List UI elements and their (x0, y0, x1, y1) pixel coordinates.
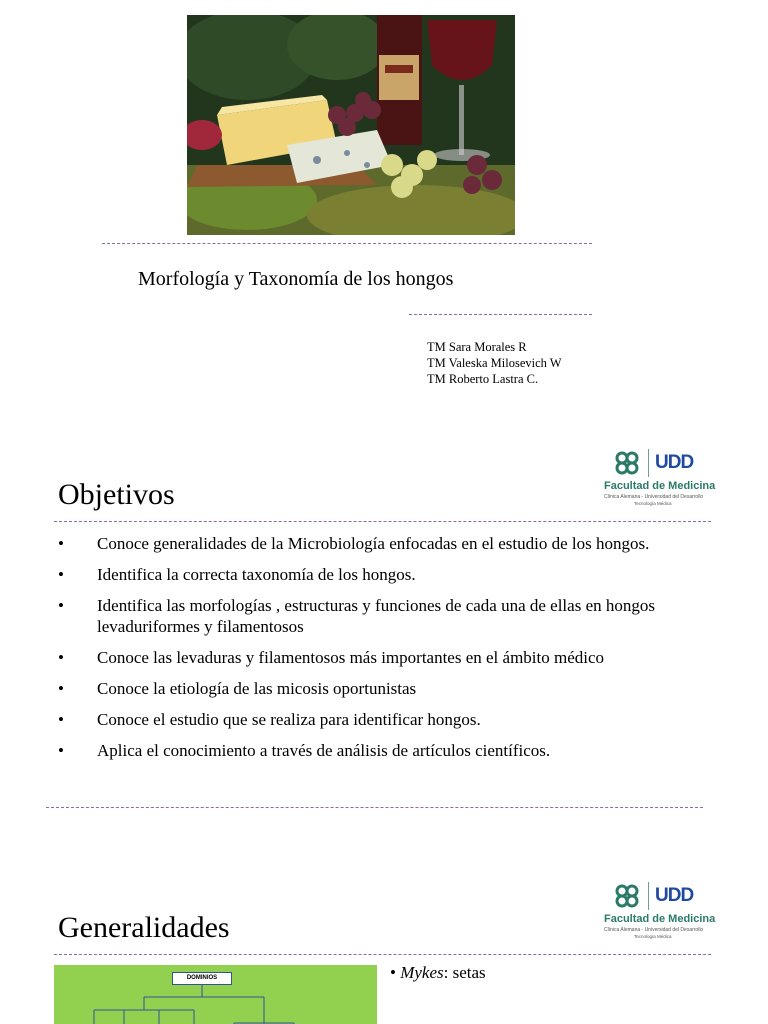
bullet-dot: • (58, 710, 64, 729)
bullet-dot: • (58, 534, 64, 553)
slide-heading: Generalidades (58, 911, 230, 944)
list-item: • Conoce el estudio que se realiza para identificar hongos. (58, 710, 481, 729)
udd-logo (604, 447, 714, 507)
bullet-dot: • (58, 648, 64, 667)
title-divider-bottom (409, 314, 592, 315)
bullet-dot: • (58, 741, 64, 760)
presentation-title: Morfología y Taxonomía de los hongos (138, 268, 454, 290)
list-item: • Conoce las levaduras y filamentosos más importantes en el ámbito médico (58, 648, 605, 667)
bullet-dot: • (58, 565, 64, 584)
author-name: TM Roberto Lastra C. (427, 372, 539, 386)
diagram-connectors (54, 965, 377, 1024)
heading-divider (54, 954, 711, 955)
title-slide (0, 0, 768, 410)
footer-divider (46, 807, 703, 808)
logo-wordmark: UDD (655, 885, 694, 906)
authors-list (427, 339, 562, 387)
logo-subtitle: Clínica Alemana - Universidad del Desarrollo (604, 927, 704, 933)
domains-diagram (54, 965, 377, 1024)
term-mykes: Mykes (400, 963, 444, 982)
objectives-list (58, 533, 678, 771)
logo-subtitle-2: Tecnología Médica (634, 934, 672, 939)
list-item (390, 963, 486, 983)
title-divider-top (102, 243, 592, 244)
list-item: • Identifica la correcta taxonomía de los hongos. (58, 565, 416, 584)
list-item: • Conoce la etiología de las micosis oportunistas (58, 679, 417, 698)
list-item: • Aplica el conocimiento a través de análisis de artículos científicos. (58, 741, 551, 760)
author-name: TM Sara Morales R (427, 340, 527, 354)
diagram-root-node: DOMINIOS (172, 972, 232, 985)
logo-subtitle: Clínica Alemana - Universidad del Desarrollo (604, 494, 704, 500)
logo-wordmark: UDD (655, 452, 694, 473)
bullet-dot: • (58, 679, 64, 698)
heading-divider (54, 521, 711, 522)
bullet-dot: • (390, 963, 396, 982)
generalidades-slide (0, 870, 768, 1024)
logo-faculty: Facultad de Medicina (604, 913, 716, 925)
udd-logo (604, 880, 714, 940)
bullet-dot: • (58, 596, 64, 615)
logo-subtitle-2: Tecnología Médica (634, 501, 672, 506)
udd-emblem-icon (612, 448, 642, 478)
logo-faculty: Facultad de Medicina (604, 480, 716, 492)
udd-emblem-icon (612, 881, 642, 911)
objectives-slide (0, 430, 768, 830)
author-name: TM Valeska Milosevich W (427, 356, 562, 370)
cheese-wine-photo (187, 15, 515, 235)
list-item: • Identifica las morfologías , estructuras y funciones de cada una de ellas en hongos levaduriformes y filamentosos (58, 596, 655, 636)
slide-heading: Objetivos (58, 478, 175, 511)
term-definition: : setas (443, 963, 486, 982)
list-item: • Conoce generalidades de la Microbiología enfocadas en el estudio de los hongos. (58, 534, 650, 553)
